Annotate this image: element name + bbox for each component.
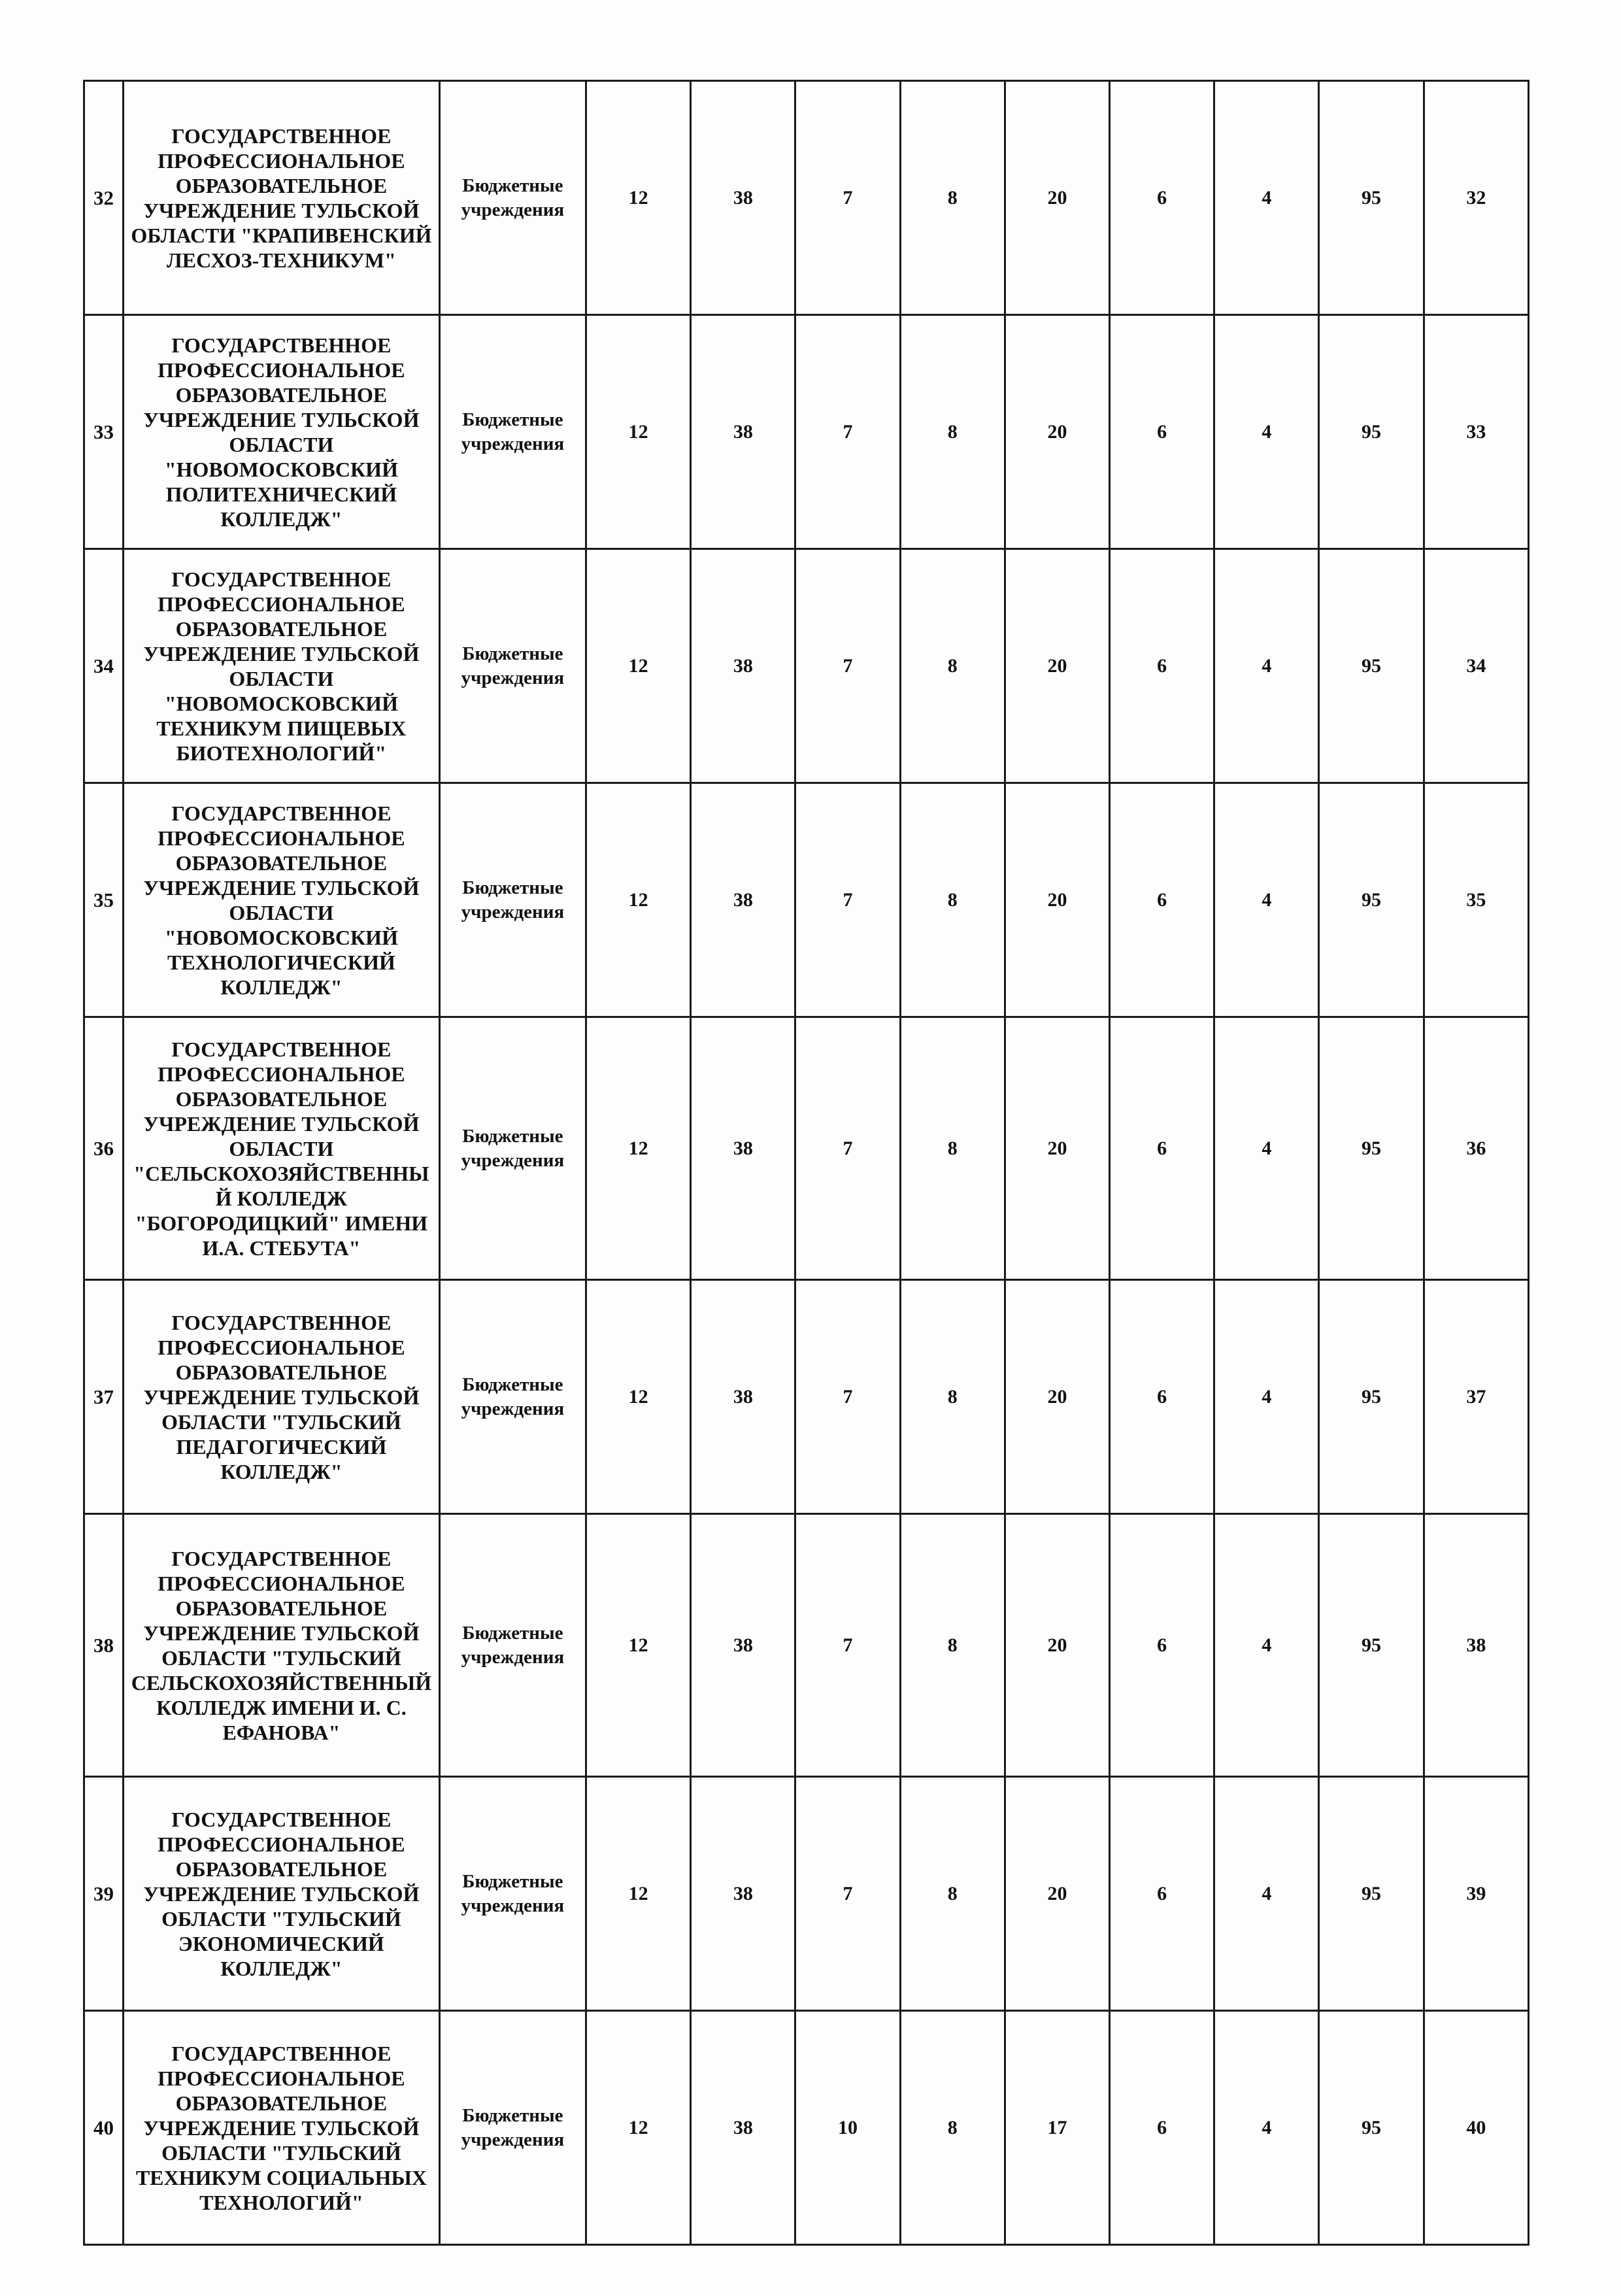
institution-name: ГОСУДАРСТВЕННОЕ ПРОФЕССИОНАЛЬНОЕ ОБРАЗОВАТЕЛЬНОЕ УЧРЕЖДЕНИЕ ТУЛЬСКОЙ ОБЛАСТИ "КРАПИВЕНСКИЙ ЛЕСХОЗ-ТЕХНИКУМ"	[124, 81, 440, 315]
value-cell: 6	[1110, 81, 1214, 315]
value-cell: 20	[1005, 1280, 1109, 1514]
value-cell: 38	[691, 315, 795, 549]
value-cell: 12	[586, 783, 691, 1017]
table-row	[84, 81, 1529, 315]
value-cell: 8	[900, 1777, 1005, 2011]
value-cell: 36	[1424, 1017, 1528, 1280]
value-cell: 6	[1110, 1777, 1214, 2011]
row-number: 38	[84, 1514, 124, 1777]
value-cell: 8	[900, 2011, 1005, 2245]
value-cell: 12	[586, 2011, 691, 2245]
value-cell: 6	[1110, 315, 1214, 549]
value-cell: 95	[1319, 315, 1424, 549]
institution-name: ГОСУДАРСТВЕННОЕ ПРОФЕССИОНАЛЬНОЕ ОБРАЗОВАТЕЛЬНОЕ УЧРЕЖДЕНИЕ ТУЛЬСКОЙ ОБЛАСТИ "ТУЛЬСКИЙ ЭКОНОМИЧЕСКИЙ КОЛЛЕДЖ"	[124, 1777, 440, 2011]
value-cell: 95	[1319, 1280, 1424, 1514]
value-cell: 12	[586, 81, 691, 315]
value-cell: 38	[691, 783, 795, 1017]
value-cell: 8	[900, 549, 1005, 783]
value-cell: 95	[1319, 81, 1424, 315]
value-cell: 95	[1319, 2011, 1424, 2245]
table-row	[84, 783, 1529, 1017]
value-cell: 8	[900, 783, 1005, 1017]
table-row	[84, 1017, 1529, 1280]
value-cell: 7	[795, 1017, 900, 1280]
value-cell: 39	[1424, 1777, 1528, 2011]
row-number: 33	[84, 315, 124, 549]
institution-type: Бюджетные учреждения	[439, 1280, 586, 1514]
value-cell: 8	[900, 1280, 1005, 1514]
value-cell: 4	[1214, 1017, 1319, 1280]
row-number: 32	[84, 81, 124, 315]
value-cell: 4	[1214, 783, 1319, 1017]
institution-type: Бюджетные учреждения	[439, 2011, 586, 2245]
value-cell: 8	[900, 315, 1005, 549]
institution-type: Бюджетные учреждения	[439, 783, 586, 1017]
institution-name: ГОСУДАРСТВЕННОЕ ПРОФЕССИОНАЛЬНОЕ ОБРАЗОВАТЕЛЬНОЕ УЧРЕЖДЕНИЕ ТУЛЬСКОЙ ОБЛАСТИ "НОВОМОСКОВСКИЙ ТЕХНОЛОГИЧЕСКИЙ КОЛЛЕДЖ"	[124, 783, 440, 1017]
value-cell: 17	[1005, 2011, 1109, 2245]
value-cell: 20	[1005, 1017, 1109, 1280]
value-cell: 20	[1005, 783, 1109, 1017]
row-number: 40	[84, 2011, 124, 2245]
table-row	[84, 1514, 1529, 1777]
table-row	[84, 1777, 1529, 2011]
table-row	[84, 315, 1529, 549]
row-number: 39	[84, 1777, 124, 2011]
value-cell: 40	[1424, 2011, 1528, 2245]
value-cell: 35	[1424, 783, 1528, 1017]
value-cell: 8	[900, 81, 1005, 315]
institution-name: ГОСУДАРСТВЕННОЕ ПРОФЕССИОНАЛЬНОЕ ОБРАЗОВАТЕЛЬНОЕ УЧРЕЖДЕНИЕ ТУЛЬСКОЙ ОБЛАСТИ "НОВОМОСКОВСКИЙ ПОЛИТЕХНИЧЕСКИЙ КОЛЛЕДЖ"	[124, 315, 440, 549]
value-cell: 33	[1424, 315, 1528, 549]
value-cell: 20	[1005, 315, 1109, 549]
value-cell: 6	[1110, 2011, 1214, 2245]
value-cell: 95	[1319, 783, 1424, 1017]
institution-type: Бюджетные учреждения	[439, 1514, 586, 1777]
value-cell: 4	[1214, 315, 1319, 549]
institution-name: ГОСУДАРСТВЕННОЕ ПРОФЕССИОНАЛЬНОЕ ОБРАЗОВАТЕЛЬНОЕ УЧРЕЖДЕНИЕ ТУЛЬСКОЙ ОБЛАСТИ "НОВОМОСКОВСКИЙ ТЕХНИКУМ ПИЩЕВЫХ БИОТЕХНОЛОГИЙ"	[124, 549, 440, 783]
value-cell: 38	[691, 549, 795, 783]
value-cell: 8	[900, 1017, 1005, 1280]
value-cell: 34	[1424, 549, 1528, 783]
value-cell: 38	[691, 1514, 795, 1777]
row-number: 34	[84, 549, 124, 783]
value-cell: 7	[795, 549, 900, 783]
value-cell: 6	[1110, 783, 1214, 1017]
value-cell: 32	[1424, 81, 1528, 315]
value-cell: 4	[1214, 549, 1319, 783]
value-cell: 4	[1214, 1280, 1319, 1514]
row-number: 37	[84, 1280, 124, 1514]
table-row	[84, 2011, 1529, 2245]
value-cell: 38	[1424, 1514, 1528, 1777]
value-cell: 20	[1005, 549, 1109, 783]
institution-type: Бюджетные учреждения	[439, 315, 586, 549]
value-cell: 95	[1319, 1777, 1424, 2011]
institution-name: ГОСУДАРСТВЕННОЕ ПРОФЕССИОНАЛЬНОЕ ОБРАЗОВАТЕЛЬНОЕ УЧРЕЖДЕНИЕ ТУЛЬСКОЙ ОБЛАСТИ "СЕЛЬСКОХОЗЯЙСТВЕННЫЙ КОЛЛЕДЖ "БОГОРОДИЦКИЙ" ИМЕНИ И.А. СТЕБУТА"	[124, 1017, 440, 1280]
table-row	[84, 1280, 1529, 1514]
value-cell: 7	[795, 1514, 900, 1777]
institution-type: Бюджетные учреждения	[439, 1017, 586, 1280]
value-cell: 38	[691, 81, 795, 315]
value-cell: 20	[1005, 1777, 1109, 2011]
value-cell: 37	[1424, 1280, 1528, 1514]
value-cell: 6	[1110, 549, 1214, 783]
institution-type: Бюджетные учреждения	[439, 1777, 586, 2011]
value-cell: 4	[1214, 81, 1319, 315]
value-cell: 12	[586, 1514, 691, 1777]
table-row	[84, 549, 1529, 783]
value-cell: 6	[1110, 1280, 1214, 1514]
institution-name: ГОСУДАРСТВЕННОЕ ПРОФЕССИОНАЛЬНОЕ ОБРАЗОВАТЕЛЬНОЕ УЧРЕЖДЕНИЕ ТУЛЬСКОЙ ОБЛАСТИ "ТУЛЬСКИЙ ПЕДАГОГИЧЕСКИЙ КОЛЛЕДЖ"	[124, 1280, 440, 1514]
value-cell: 95	[1319, 549, 1424, 783]
value-cell: 7	[795, 1777, 900, 2011]
institution-name: ГОСУДАРСТВЕННОЕ ПРОФЕССИОНАЛЬНОЕ ОБРАЗОВАТЕЛЬНОЕ УЧРЕЖДЕНИЕ ТУЛЬСКОЙ ОБЛАСТИ "ТУЛЬСКИЙ ТЕХНИКУМ СОЦИАЛЬНЫХ ТЕХНОЛОГИЙ"	[124, 2011, 440, 2245]
value-cell: 95	[1319, 1514, 1424, 1777]
value-cell: 4	[1214, 1514, 1319, 1777]
value-cell: 12	[586, 1777, 691, 2011]
value-cell: 12	[586, 315, 691, 549]
institution-name: ГОСУДАРСТВЕННОЕ ПРОФЕССИОНАЛЬНОЕ ОБРАЗОВАТЕЛЬНОЕ УЧРЕЖДЕНИЕ ТУЛЬСКОЙ ОБЛАСТИ "ТУЛЬСКИЙ СЕЛЬСКОХОЗЯЙСТВЕННЫЙ КОЛЛЕДЖ ИМЕНИ И. С. ЕФАНОВА"	[124, 1514, 440, 1777]
value-cell: 38	[691, 1017, 795, 1280]
value-cell: 7	[795, 81, 900, 315]
institution-type: Бюджетные учреждения	[439, 81, 586, 315]
value-cell: 20	[1005, 1514, 1109, 1777]
value-cell: 12	[586, 1280, 691, 1514]
institutions-table	[83, 80, 1529, 2246]
value-cell: 7	[795, 315, 900, 549]
value-cell: 7	[795, 783, 900, 1017]
value-cell: 95	[1319, 1017, 1424, 1280]
row-number: 35	[84, 783, 124, 1017]
value-cell: 4	[1214, 2011, 1319, 2245]
value-cell: 8	[900, 1514, 1005, 1777]
value-cell: 20	[1005, 81, 1109, 315]
value-cell: 4	[1214, 1777, 1319, 2011]
value-cell: 12	[586, 1017, 691, 1280]
value-cell: 12	[586, 549, 691, 783]
value-cell: 38	[691, 1777, 795, 2011]
value-cell: 6	[1110, 1514, 1214, 1777]
value-cell: 38	[691, 2011, 795, 2245]
value-cell: 7	[795, 1280, 900, 1514]
value-cell: 6	[1110, 1017, 1214, 1280]
value-cell: 38	[691, 1280, 795, 1514]
value-cell: 10	[795, 2011, 900, 2245]
row-number: 36	[84, 1017, 124, 1280]
institution-type: Бюджетные учреждения	[439, 549, 586, 783]
